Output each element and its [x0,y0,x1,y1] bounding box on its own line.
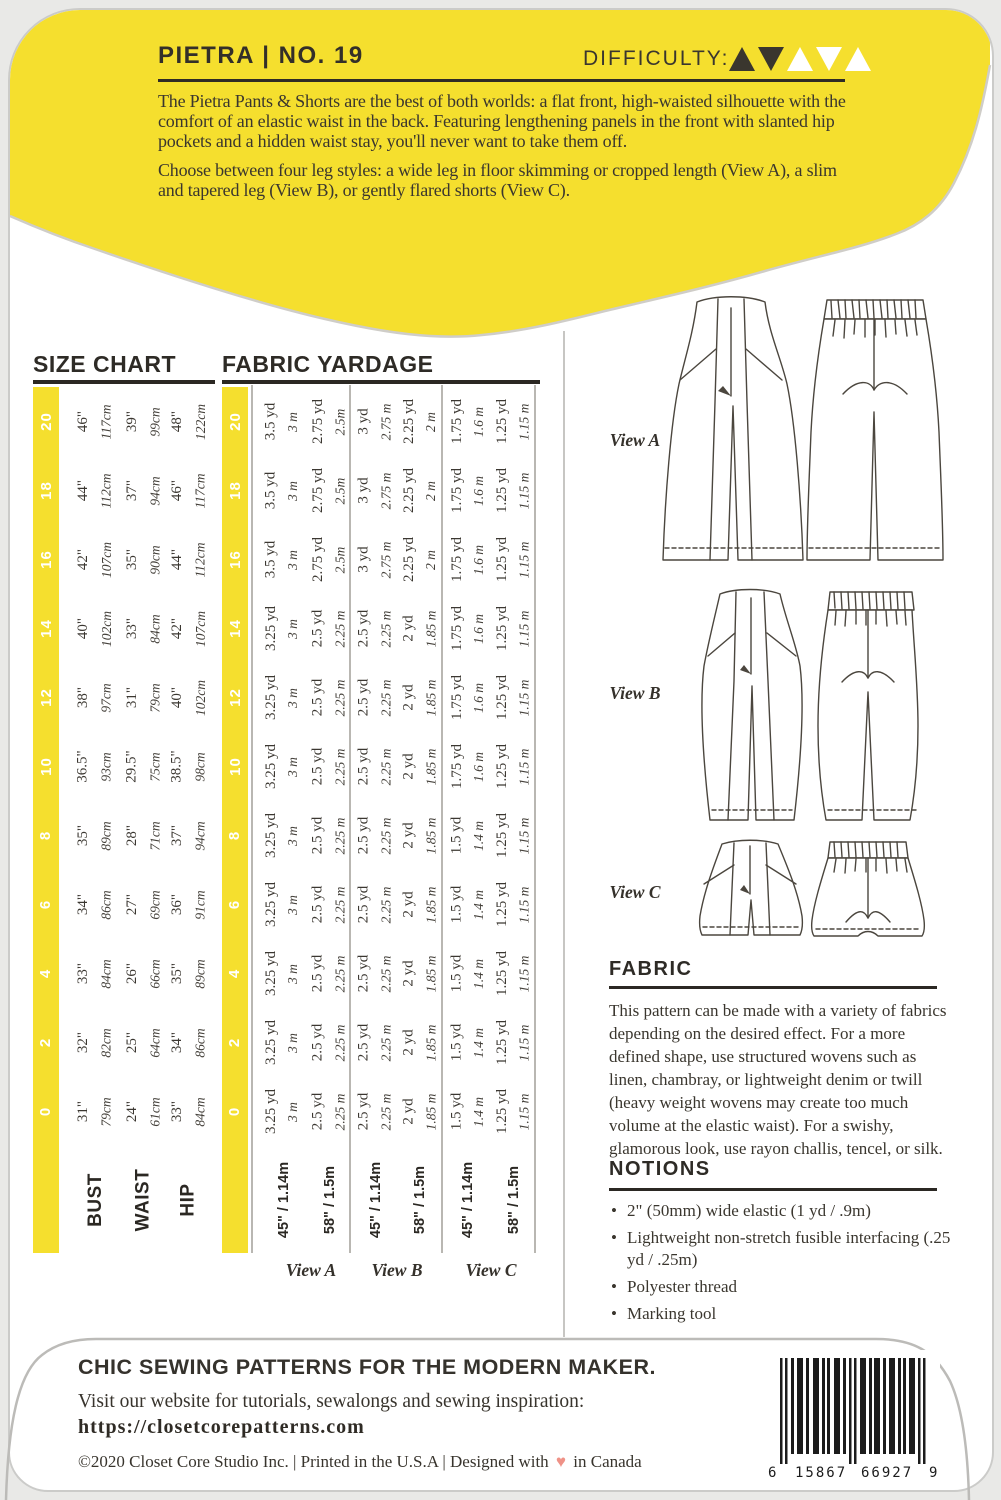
size-chart-value-in: 28" [124,824,140,847]
yardage-value-m: 2.25 m [332,817,347,854]
size-chart-value-in: 44" [75,479,91,502]
yardage-value-m: 1.15 m [516,817,531,854]
size-chart-value-in: 40" [75,617,91,640]
yardage-value-yd: 2.5 yd [355,885,372,924]
size-chart-value-cm: 94cm [192,820,208,851]
size-chart-value-cm: 102cm [192,679,208,716]
size-chart-value-in: 33" [75,962,91,985]
yardage-value-m: 1.4 m [471,889,486,920]
yardage-value-m: 2.25 m [332,1093,347,1130]
yardage-value-m: 3 m [285,1101,300,1122]
size-chart-value-in: 26" [124,962,140,985]
size-chart-value-cm: 84cm [98,958,114,989]
size-chart-value-cm: 112cm [192,542,208,577]
yardage-size-label: 0 [226,1106,244,1117]
notion-item: • Marking tool [627,1303,951,1325]
fabric-section-rule [609,986,937,989]
size-chart-value-in: 34" [169,1031,185,1054]
yardage-value-m: 3 m [285,549,300,570]
size-chart-top-rule [33,380,215,384]
size-chart-title: SIZE CHART [33,351,176,377]
difficulty-rating [727,47,872,71]
yardage-value-yd: 1.25 yd [493,606,510,651]
yardage-value-yd: 2.5 yd [309,678,326,717]
yardage-value-m: 1.85 m [423,955,438,992]
view-a-label: View A [609,430,661,450]
yardage-size-label: 12 [226,688,244,707]
yardage-value-m: 3 m [285,963,300,984]
yardage-value-yd: 3.25 yd [262,675,279,720]
size-chart-value-cm: 61cm [147,1096,163,1127]
yardage-value-yd: 3.5 yd [262,471,279,510]
difficulty-triangle-icon [729,47,755,71]
yardage-value-yd: 2.5 yd [355,954,372,993]
size-chart-size-label: 12 [37,688,55,707]
yardage-value-m: 3 m [285,894,300,915]
yardage-value-m: 1.15 m [516,610,531,647]
yardage-value-m: 2.25 m [378,817,393,854]
footer-website-line: Visit our website for tutorials, sewalongs and sewing inspiration: [78,1391,585,1412]
yardage-value-m: 1.6 m [471,544,486,575]
yardage-value-m: 2.25 m [332,886,347,923]
yardage-value-m: 1.85 m [423,748,438,785]
barcode-digit-group: 15867 [795,1465,848,1481]
yardage-value-yd: 2.75 yd [309,468,326,513]
size-chart-size-label: 18 [37,481,55,500]
yardage-value-m: 1.6 m [471,751,486,782]
yardage-value-yd: 3.5 yd [262,540,279,579]
size-chart-size-label: 16 [37,550,55,569]
yardage-value-yd: 2.5 yd [309,1092,326,1131]
yardage-value-m: 1.85 m [423,1024,438,1061]
notions-list [609,1200,951,1325]
size-chart-value-in: 35" [75,824,91,847]
fabric-yardage-title: FABRIC YARDAGE [222,351,434,377]
heart-icon: ♥ [555,1452,567,1471]
yardage-value-yd: 1.75 yd [448,468,465,513]
size-chart-size-label: 0 [37,1106,55,1117]
size-chart-value-cm: 84cm [192,1096,208,1127]
difficulty-triangle-icon [758,47,784,71]
yardage-value-yd: 1.25 yd [493,537,510,582]
yardage-value-m: 2.25 m [378,679,393,716]
yardage-value-m: 1.85 m [423,817,438,854]
size-chart-value-cm: 84cm [147,613,163,644]
yardage-value-yd: 2 yd [400,891,417,918]
yardage-value-yd: 1.25 yd [493,1020,510,1065]
size-chart-value-cm: 89cm [192,958,208,989]
yardage-value-yd: 1.5 yd [448,885,465,924]
yardage-value-yd: 2.25 yd [400,399,417,444]
yardage-value-m: 2.25 m [378,1024,393,1061]
yardage-size-label: 16 [226,550,244,569]
size-chart-size-label: 6 [37,899,55,910]
copyright-line [78,1452,642,1472]
yardage-value-m: 1.85 m [423,610,438,647]
size-chart-value-cm: 82cm [98,1027,114,1058]
barcode-digit-group: 66927 [861,1465,914,1481]
pattern-title: PIETRA | NO. 19 [158,42,364,69]
yardage-value-yd: 1.75 yd [448,606,465,651]
size-chart-value-cm: 69cm [147,889,163,920]
size-chart-value-cm: 71cm [147,820,163,851]
yardage-value-m: 2.25 m [378,886,393,923]
yardage-value-yd: 1.5 yd [448,954,465,993]
size-chart-size-label: 10 [37,757,55,776]
yardage-column-line [251,385,253,1253]
yardage-value-m: 1.15 m [516,541,531,578]
size-chart-size-label: 2 [37,1037,55,1048]
yardage-value-yd: 2 yd [400,753,417,780]
yardage-width-label: 58" / 1.5m [322,1165,339,1234]
size-chart-value-cm: 97cm [98,682,114,713]
size-chart-value-in: 37" [169,824,185,847]
yardage-value-m: 1.4 m [471,820,486,851]
size-chart-value-in: 38.5" [169,750,185,783]
yardage-value-yd: 3.25 yd [262,1020,279,1065]
notions-list-wrap [609,1200,951,1330]
size-chart-value-in: 31" [75,1100,91,1123]
yardage-value-yd: 1.25 yd [493,951,510,996]
notions-section-title: NOTIONS [609,1158,711,1180]
website-url: https://closetcorepatterns.com [78,1416,365,1438]
yardage-value-yd: 2.5 yd [355,1023,372,1062]
yardage-value-m: 2 m [423,549,438,570]
size-chart-value-cm: 89cm [98,820,114,851]
size-chart-value-in: 36.5" [75,750,91,783]
size-chart-value-in: 46" [75,410,91,433]
yardage-value-yd: 3.5 yd [262,402,279,441]
yardage-value-m: 1.15 m [516,748,531,785]
size-chart-value-cm: 122cm [192,403,208,440]
yardage-value-yd: 2.25 yd [400,468,417,513]
yardage-value-m: 1.4 m [471,1027,486,1058]
size-chart-measurement-label: HIP [178,1182,199,1217]
yardage-value-m: 2.25 m [332,955,347,992]
size-chart-value-in: 34" [75,893,91,916]
size-chart-value-in: 35" [169,962,185,985]
yardage-value-yd: 1.25 yd [493,399,510,444]
size-chart-value-cm: 102cm [98,610,114,647]
yardage-value-m: 1.15 m [516,1024,531,1061]
yardage-value-m: 3 m [285,618,300,639]
yardage-value-m: 3 m [285,756,300,777]
yardage-value-m: 2.25 m [332,610,347,647]
footer-tagline: CHIC SEWING PATTERNS FOR THE MODERN MAKER. [78,1355,657,1379]
yardage-value-yd: 2.5 yd [355,747,372,786]
yardage-value-m: 1.85 m [423,679,438,716]
yardage-size-label: 10 [226,757,244,776]
copyright-text: ©2020 Closet Core Studio Inc. | Printed in the U.S.A | Designed with [78,1452,549,1471]
yardage-value-yd: 1.25 yd [493,882,510,927]
yardage-size-label: 20 [226,412,244,431]
yardage-width-label: 45" / 1.14m [276,1161,293,1238]
yardage-value-yd: 1.75 yd [448,537,465,582]
column-divider-line [563,331,565,1337]
difficulty-label: DIFFICULTY: [583,47,730,70]
size-chart-value-in: 37" [124,479,140,502]
description-paragraph-1: The Pietra Pants & Shorts are the best of both worlds: a flat front, high-waisted silhouette with the comfort of an elastic waist in the back. Featuring lengthening panels in the front with slanted hip pockets and a hidden waist stay, you'll never want to take them off. [158,91,846,151]
yardage-value-m: 2.75 m [378,472,393,509]
size-chart-measurement-label: BUST [85,1172,107,1227]
size-chart-value-cm: 86cm [98,889,114,920]
difficulty-triangle-icon [816,47,842,71]
yardage-value-yd: 1.5 yd [448,1023,465,1062]
size-chart-value-cm: 79cm [147,682,163,713]
size-chart-value-in: 32" [75,1031,91,1054]
size-chart-value-in: 38" [75,686,91,709]
size-chart-measurement-label: WAIST [132,1168,154,1231]
yardage-value-yd: 1.25 yd [493,1089,510,1134]
yardage-value-yd: 3.25 yd [262,882,279,927]
yardage-value-yd: 2.5 yd [309,609,326,648]
yardage-value-m: 2.25 m [332,1024,347,1061]
yardage-value-m: 1.6 m [471,682,486,713]
notion-item: • Polyester thread [627,1276,951,1298]
yardage-value-m: 1.6 m [471,406,486,437]
size-chart-value-in: 42" [169,617,185,640]
yardage-value-yd: 2.5 yd [355,1092,372,1131]
yardage-size-label: 18 [226,481,244,500]
yardage-value-yd: 3 yd [355,546,372,573]
view-b-pants-diagram [690,586,930,826]
size-chart-value-cm: 112cm [98,473,114,508]
yardage-value-m: 2.25 m [378,955,393,992]
yardage-value-yd: 2 yd [400,1098,417,1125]
yardage-size-label: 14 [226,619,244,638]
size-chart-value-in: 27" [124,893,140,916]
size-chart-value-cm: 90cm [147,544,163,575]
barcode-digit-group: 9 [929,1465,938,1481]
yardage-value-m: 3 m [285,1032,300,1053]
yardage-value-m: 2.25 m [378,748,393,785]
yardage-width-label: 45" / 1.14m [460,1161,477,1238]
size-chart-value-cm: 66cm [147,958,163,989]
size-chart-value-cm: 98cm [192,751,208,782]
yardage-value-yd: 2 yd [400,684,417,711]
size-chart-value-in: 35" [124,548,140,571]
size-chart-value-cm: 91cm [192,889,208,920]
size-chart-value-in: 48" [169,410,185,433]
size-chart-value-cm: 79cm [98,1096,114,1127]
yardage-value-yd: 3.25 yd [262,813,279,858]
fabric-section-text: This pattern can be made with a variety of fabrics depending on the desired effect. For a more defined shape, use structured wovens such as linen, chambray, or lightweight denim or twill (heavy weight wovens may create too much volume at the elastic waist). For a swishy, glamorous look, use rayon challis, tencel, or silk. [609,1001,947,1158]
yardage-value-yd: 1.5 yd [448,816,465,855]
yardage-value-yd: 3 yd [355,408,372,435]
size-chart-value-cm: 107cm [98,541,114,578]
size-chart-size-label: 4 [37,968,55,979]
size-chart-value-in: 24" [124,1100,140,1123]
yardage-value-m: 2.5m [332,477,347,504]
size-chart-value-cm: 99cm [147,406,163,437]
yardage-value-yd: 2.75 yd [309,537,326,582]
yardage-value-yd: 1.5 yd [448,1092,465,1131]
yardage-value-yd: 3.25 yd [262,606,279,651]
yardage-value-yd: 2.5 yd [309,1023,326,1062]
yardage-value-m: 2.75 m [378,541,393,578]
yardage-value-yd: 2 yd [400,822,417,849]
size-chart-value-cm: 93cm [98,751,114,782]
yardage-value-m: 2.25 m [378,610,393,647]
size-chart-size-label: 14 [37,619,55,638]
yardage-value-m: 3 m [285,480,300,501]
yardage-value-yd: 2.5 yd [355,678,372,717]
yardage-value-m: 1.85 m [423,886,438,923]
yardage-value-yd: 2 yd [400,960,417,987]
yardage-value-yd: 2 yd [400,615,417,642]
yardage-value-m: 1.6 m [471,613,486,644]
yardage-view-label: View C [465,1260,517,1280]
size-chart-value-in: 31" [124,686,140,709]
size-chart-value-in: 46" [169,479,185,502]
size-chart-value-in: 42" [75,548,91,571]
yardage-width-label: 58" / 1.5m [506,1165,523,1234]
yardage-value-yd: 1.75 yd [448,744,465,789]
yardage-size-label: 2 [226,1037,244,1048]
yardage-view-label: View B [371,1260,423,1280]
yardage-value-m: 1.85 m [423,1093,438,1130]
yardage-value-m: 2.25 m [378,1093,393,1130]
yardage-value-yd: 3.25 yd [262,951,279,996]
yardage-value-m: 1.15 m [516,403,531,440]
yardage-value-yd: 1.75 yd [448,675,465,720]
difficulty-triangle-icon [845,47,871,71]
yardage-value-yd: 2.5 yd [355,816,372,855]
yardage-value-yd: 1.25 yd [493,813,510,858]
notion-item: • 2" (50mm) wide elastic (1 yd / .9m) [627,1200,951,1222]
flap-divider-rule [158,79,845,82]
size-chart-value-in: 29.5" [124,750,140,783]
description-paragraph-2: Choose between four leg styles: a wide leg in floor skimming or cropped length (View A), a slim and tapered leg (View B), or gently flared shorts (View C). [158,160,837,200]
yardage-value-m: 1.4 m [471,1096,486,1127]
yardage-value-m: 1.4 m [471,958,486,989]
size-chart-value-cm: 94cm [147,475,163,506]
yardage-value-m: 1.15 m [516,955,531,992]
yardage-width-label: 45" / 1.14m [368,1161,385,1238]
yardage-value-m: 3 m [285,687,300,708]
yardage-value-m: 2.75 m [378,403,393,440]
yardage-value-m: 1.15 m [516,679,531,716]
yardage-value-yd: 2.5 yd [355,609,372,648]
yardage-value-yd: 3 yd [355,477,372,504]
notions-section-rule [609,1188,937,1191]
size-chart-value-in: 33" [124,617,140,640]
yardage-value-yd: 2.25 yd [400,537,417,582]
yardage-value-yd: 1.25 yd [493,675,510,720]
yardage-value-yd: 3.25 yd [262,744,279,789]
size-chart-value-in: 33" [169,1100,185,1123]
size-chart-value-in: 44" [169,548,185,571]
size-chart-value-in: 40" [169,686,185,709]
barcode-digit-group: 6 [768,1465,777,1481]
yardage-size-label: 8 [226,830,244,841]
size-chart-value-in: 39" [124,410,140,433]
size-chart-value-cm: 75cm [147,751,163,782]
size-chart-value-cm: 117cm [192,473,208,508]
yardage-value-yd: 2.5 yd [309,816,326,855]
yardage-value-yd: 3.25 yd [262,1089,279,1134]
size-chart-value-cm: 64cm [147,1027,163,1058]
size-chart-value-in: 25" [124,1031,140,1054]
yardage-value-m: 1.15 m [516,886,531,923]
yardage-value-m: 2.5m [332,408,347,435]
yardage-value-m: 2 m [423,411,438,432]
yardage-value-m: 2 m [423,480,438,501]
yardage-size-label: 4 [226,968,244,979]
yardage-value-yd: 1.25 yd [493,744,510,789]
yardage-value-yd: 1.75 yd [448,399,465,444]
yardage-value-m: 2.25 m [332,679,347,716]
yardage-value-m: 2.5m [332,546,347,573]
yardage-value-yd: 1.25 yd [493,468,510,513]
yardage-value-m: 1.15 m [516,1093,531,1130]
yardage-value-m: 1.6 m [471,475,486,506]
size-chart-value-cm: 117cm [98,404,114,439]
view-c-shorts-diagram [690,838,940,942]
size-chart-size-label: 8 [37,830,55,841]
view-c-label: View C [609,882,661,902]
yardage-value-yd: 2 yd [400,1029,417,1056]
size-chart-value-cm: 107cm [192,610,208,647]
yardage-value-m: 1.15 m [516,472,531,509]
difficulty-triangle-icon [787,47,813,71]
yardage-value-m: 3 m [285,411,300,432]
yardage-value-yd: 2.5 yd [309,747,326,786]
yardage-value-m: 3 m [285,825,300,846]
yardage-view-label: View A [285,1260,337,1280]
view-a-pants-diagram [655,292,955,578]
yardage-width-label: 58" / 1.5m [412,1165,429,1234]
yardage-value-m: 2.25 m [332,748,347,785]
yardage-value-yd: 2.5 yd [309,954,326,993]
barcode [764,1350,940,1484]
fabric-section-title: FABRIC [609,958,693,980]
yardage-size-label: 6 [226,899,244,910]
fabric-yardage-top-rule [222,380,540,384]
notion-item: • Lightweight non-stretch fusible interfacing (.25 yd / .25m) [627,1227,951,1271]
view-b-label: View B [609,683,661,703]
yardage-value-yd: 2.5 yd [309,885,326,924]
size-chart-size-label: 20 [37,412,55,431]
copyright-text: in Canada [573,1452,642,1471]
size-chart-value-cm: 86cm [192,1027,208,1058]
size-chart-value-in: 36" [169,893,185,916]
yardage-value-yd: 2.75 yd [309,399,326,444]
